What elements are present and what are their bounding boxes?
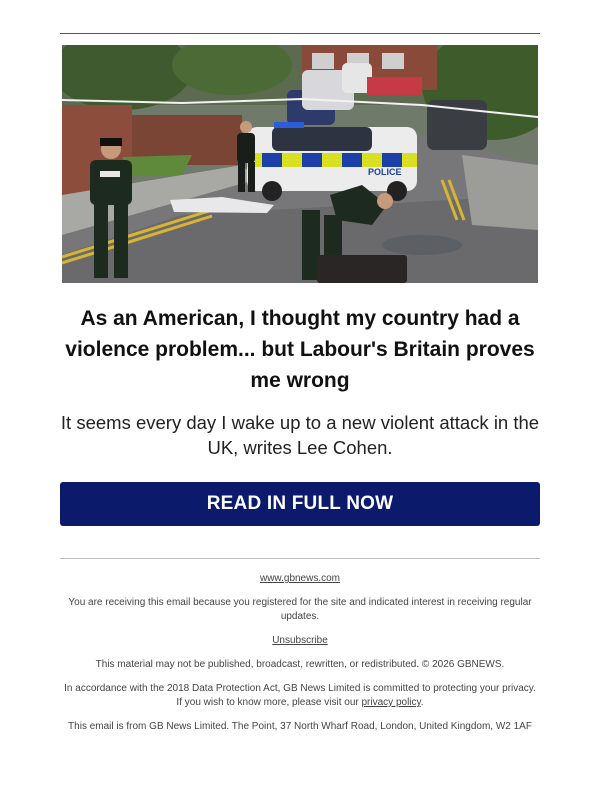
police-car-label: POLICE — [368, 167, 402, 177]
registration-notice: You are receiving this email because you registered for the site and indicated interest in receiving regular updates. — [68, 597, 532, 622]
footer-divider — [60, 558, 540, 559]
header-divider — [60, 33, 540, 34]
copyright-notice: This material may not be published, broadcast, rewritten, or redistributed. © 2026 GBNEWS. — [95, 659, 505, 670]
privacy-notice-end: . — [420, 697, 424, 708]
company-address: This email is from GB News Limited. The Point, 37 North Wharf Road, London, United Kingdom, W2 1AF — [68, 721, 532, 732]
privacy-notice-text: In accordance with the 2018 Data Protection Act, GB News Limited is committed to protecting your privacy. If you wish to know more, please visit our — [64, 683, 536, 708]
article-image[interactable] — [62, 45, 538, 283]
privacy-policy-link[interactable]: privacy policy — [361, 697, 421, 708]
read-full-article-button[interactable]: READ IN FULL NOW — [60, 482, 540, 526]
article-standfirst: It seems every day I wake up to a new violent attack in the UK, writes Lee Cohen. — [60, 412, 540, 458]
site-link[interactable]: www.gbnews.com — [259, 573, 341, 584]
privacy-notice — [60, 682, 540, 710]
unsubscribe-link[interactable]: Unsubscribe — [272, 635, 328, 646]
article-headline[interactable]: As an American, I thought my country had a violence problem... but Labour's Britain proves me wrong — [65, 307, 535, 392]
police-scene-photo-icon — [62, 45, 538, 283]
email-footer — [60, 572, 540, 744]
